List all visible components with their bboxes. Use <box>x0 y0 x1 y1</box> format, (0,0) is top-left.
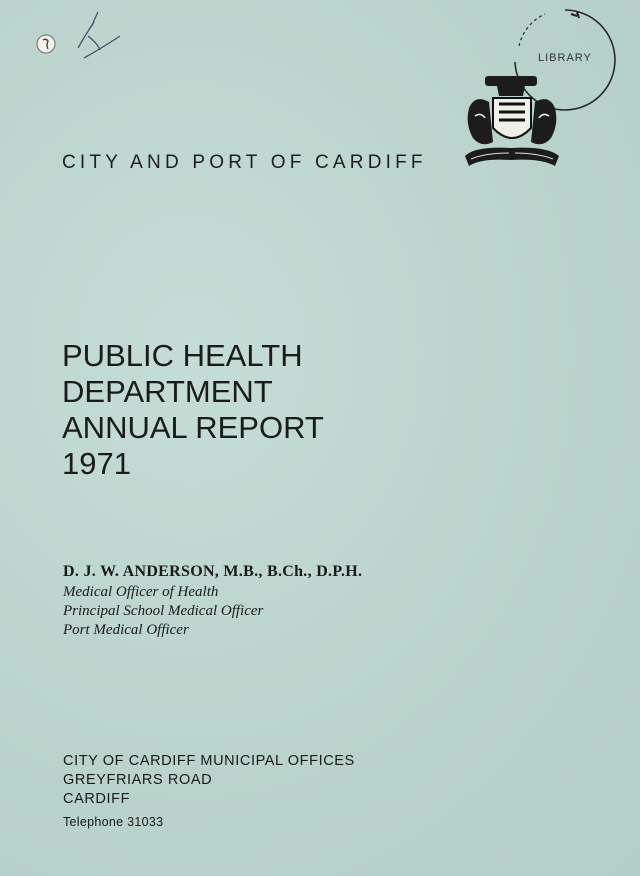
address-line: CARDIFF <box>63 791 131 807</box>
report-year: 1971 <box>62 446 131 481</box>
author-role: Port Medical Officer <box>63 622 189 638</box>
author-role: Medical Officer of Health <box>63 584 219 600</box>
report-title-line: ANNUAL REPORT <box>62 410 324 445</box>
author-block <box>63 563 362 640</box>
address-line: CITY OF CARDIFF MUNICIPAL OFFICES <box>63 753 355 769</box>
report-title <box>62 338 324 482</box>
coat-of-arms-icon <box>463 72 561 174</box>
author-role: Principal School Medical Officer <box>63 603 264 619</box>
org-title: CITY AND PORT OF CARDIFF <box>62 152 427 173</box>
address-block <box>63 752 355 832</box>
author-name: D. J. W. ANDERSON, M.B., B.Ch., D.P.H. <box>63 563 363 580</box>
report-title-line: PUBLIC HEALTH <box>62 338 303 373</box>
report-title-line: DEPARTMENT <box>62 374 273 409</box>
library-stamp-text: LIBRARY <box>538 52 592 64</box>
handwritten-mark-icon <box>28 8 128 70</box>
address-line: GREYFRIARS ROAD <box>63 772 213 788</box>
telephone-number: Telephone 31033 <box>63 815 164 829</box>
